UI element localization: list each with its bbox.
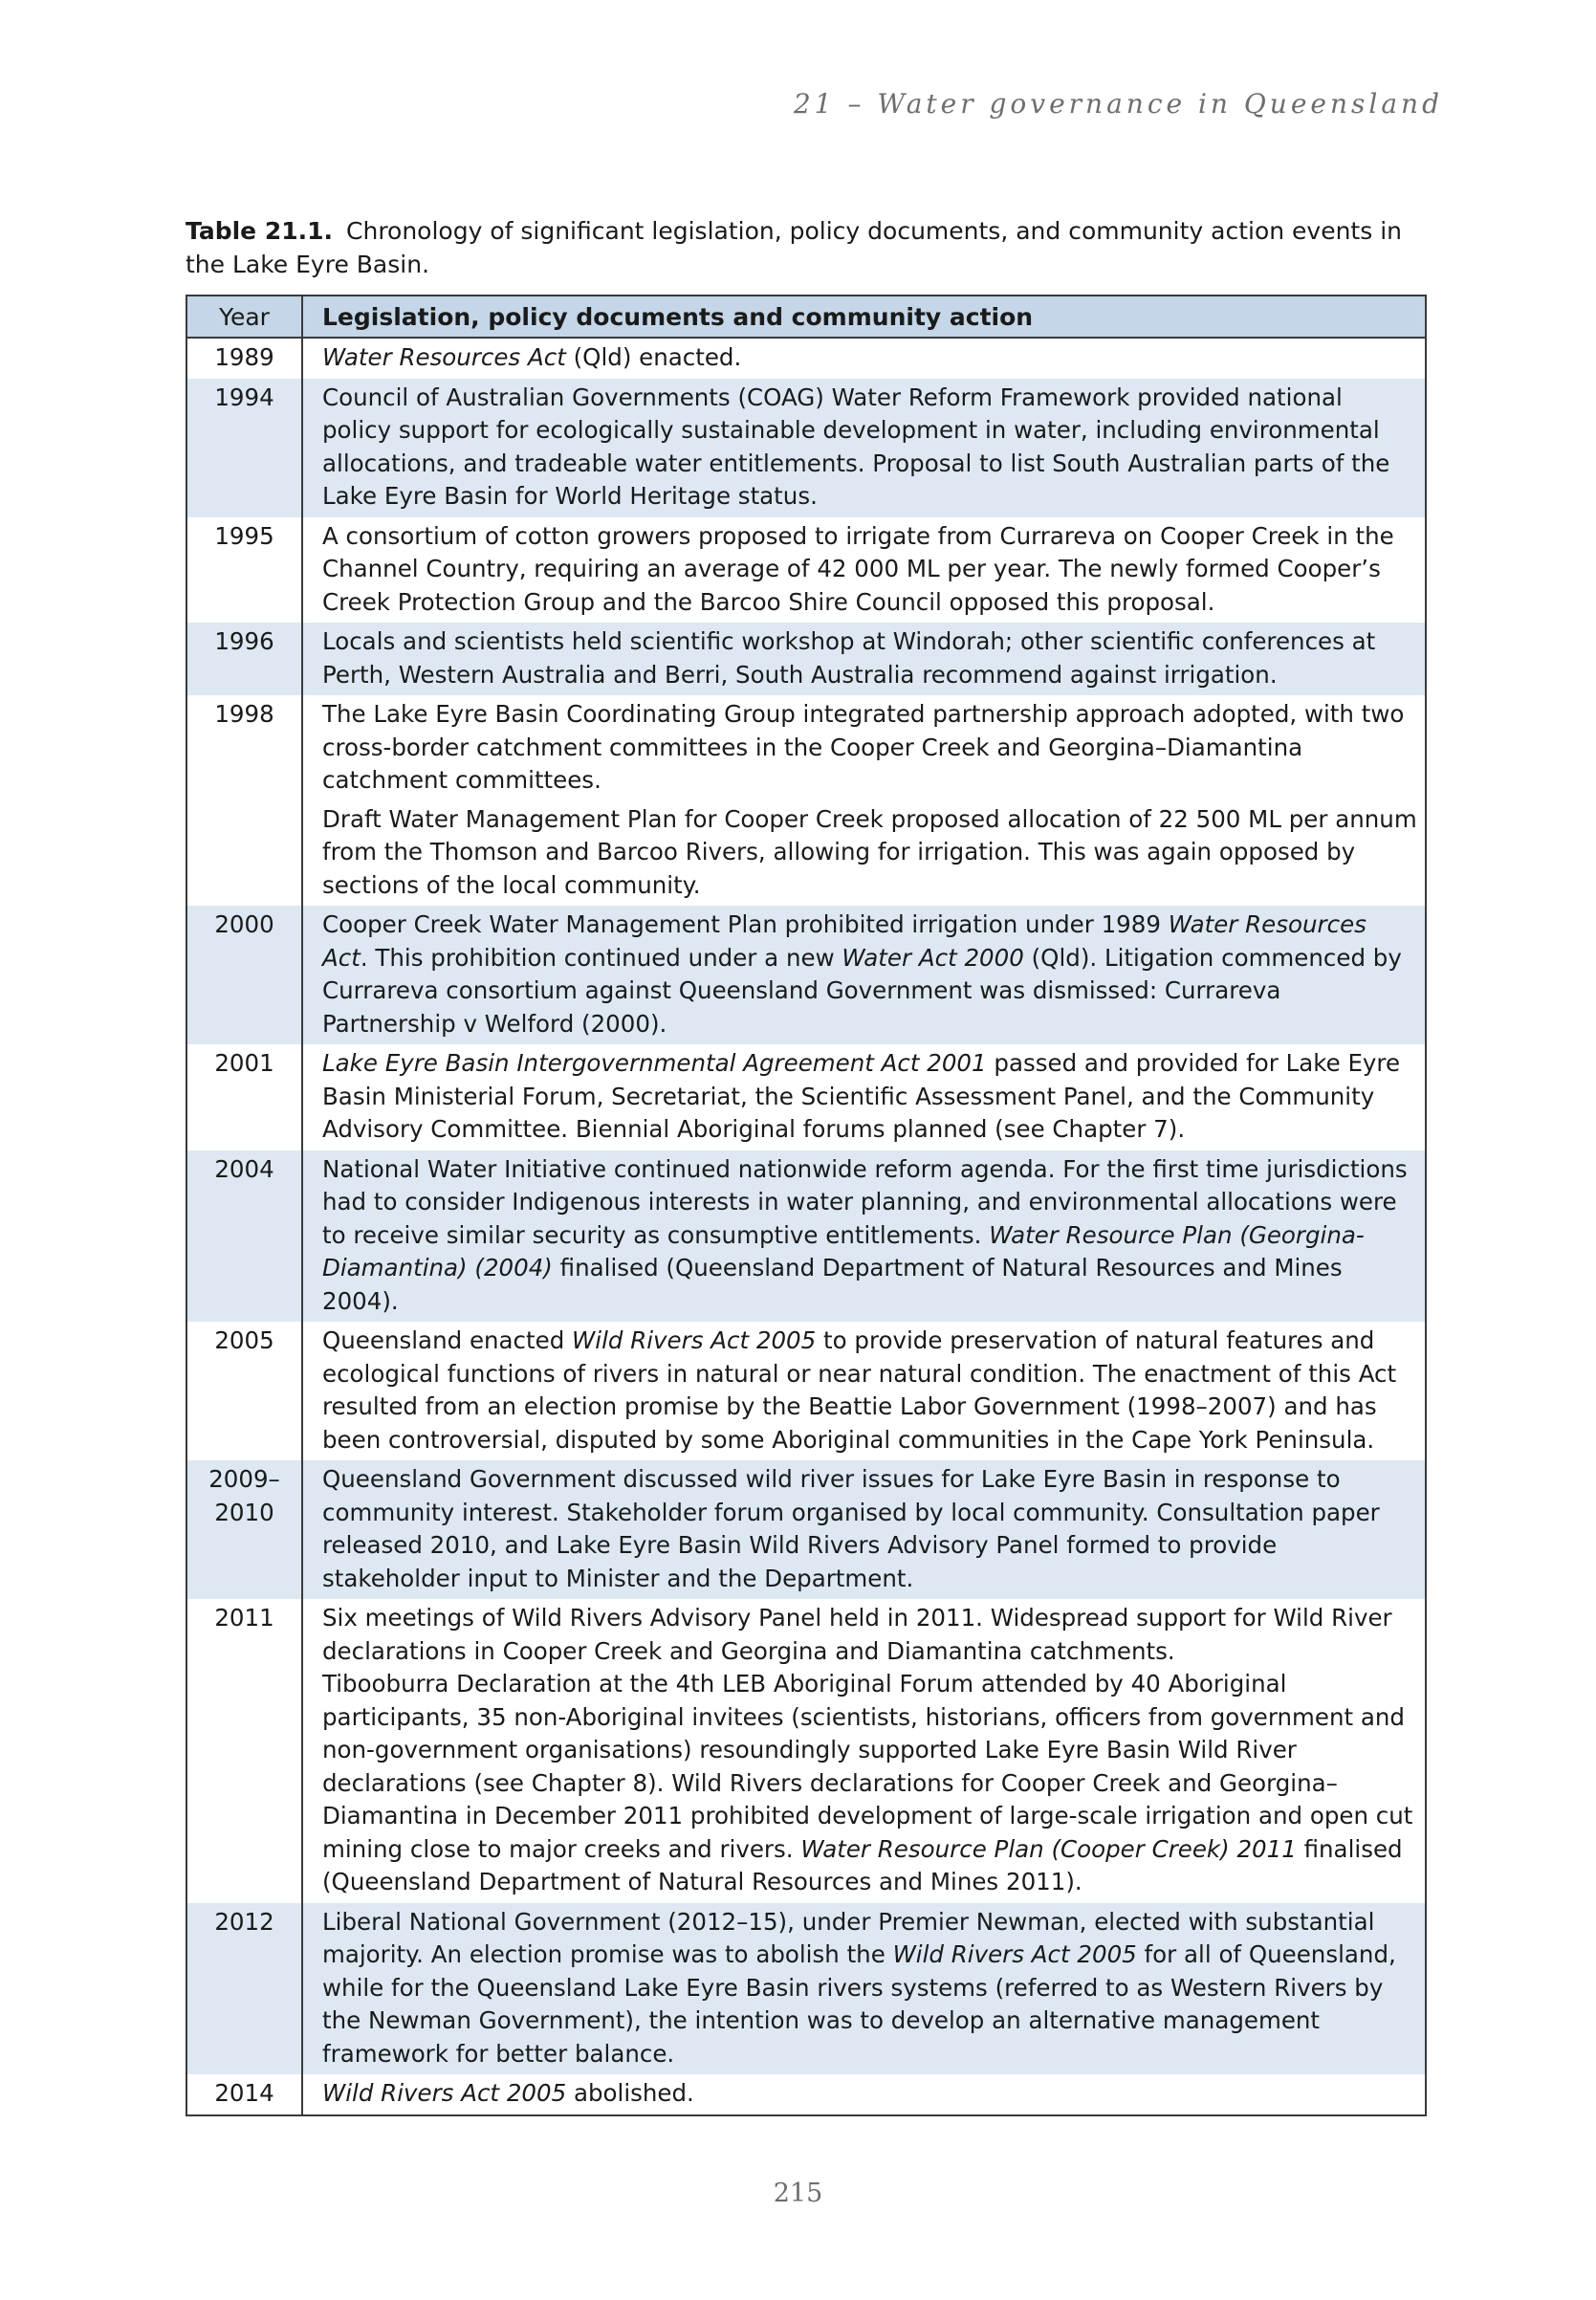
table-row xyxy=(187,623,1425,695)
year-cell: 2004 xyxy=(187,1150,302,1323)
table-row xyxy=(187,906,1425,1044)
year-column-header: Year xyxy=(187,296,302,338)
description-paragraph xyxy=(322,1047,1417,1147)
description-cell xyxy=(302,1044,1425,1150)
italic-title-text: Water Resources Act xyxy=(322,910,1366,972)
year-cell: 1996 xyxy=(187,623,302,695)
italic-title-text: Water Resource Plan (Cooper Creek) 2011 xyxy=(800,1834,1297,1863)
chronology-table xyxy=(186,295,1427,2116)
description-text: The Lake Eyre Basin Coordinating Group integrated partnership approach adopted, with two cross-border catchment committees in the Cooper Creek and Georgina–Diamantina catchment committees. xyxy=(322,700,1405,794)
description-paragraph xyxy=(322,698,1417,798)
description-paragraph xyxy=(322,341,1417,375)
description-text: (Qld). Litigation commenced by Currareva consortium against Queensland Government was dismissed: Currareva Partnership v Welford (2000). xyxy=(322,943,1402,1038)
table-row xyxy=(187,2074,1425,2114)
description-cell xyxy=(302,338,1425,379)
year-cell: 2014 xyxy=(187,2074,302,2114)
table-caption xyxy=(186,214,1419,281)
year-cell: 1995 xyxy=(187,517,302,624)
description-text: Liberal National Government (2012–15), under Premier Newman, elected with substantial majority. An election promise was to abolish the xyxy=(322,1907,1375,1968)
description-cell xyxy=(302,1903,1425,2075)
description-paragraph xyxy=(322,1153,1417,1319)
table-row xyxy=(187,1599,1425,1903)
description-paragraph xyxy=(322,625,1417,691)
year-cell: 2012 xyxy=(187,1903,302,2075)
description-text: Queensland Government discussed wild river issues for Lake Eyre Basin in response to community interest. Stakeholder forum organised by local community. Consultation paper released 2010, and Lake Eyre Basin Wild Rivers Advisory Panel formed to provide stakeholder input to Minister and the Department. xyxy=(322,1465,1380,1592)
description-cell xyxy=(302,1322,1425,1460)
description-text: Cooper Creek Water Management Plan prohibited irrigation under 1989 xyxy=(322,910,1169,938)
description-cell xyxy=(302,1150,1425,1323)
description-cell xyxy=(302,906,1425,1044)
description-paragraph xyxy=(322,382,1417,514)
italic-title-text: Lake Eyre Basin Intergovernmental Agreement Act 2001 xyxy=(322,1049,987,1077)
table-body xyxy=(187,338,1425,2114)
description-text: for all of Queensland, while for the Queensland Lake Eyre Basin rivers systems (referred to as Western Rivers by the Newman Government), the intention was to develop an alternative management framework for better balance. xyxy=(322,1940,1396,2068)
description-text: finalised (Queensland Department of Natural Resources and Mines 2004). xyxy=(322,1254,1343,1315)
description-paragraph xyxy=(322,1602,1417,1899)
description-column-header: Legislation, policy documents and community action xyxy=(302,296,1425,338)
description-text: Locals and scientists held scientific workshop at Windorah; other scientific conferences at Perth, Western Australia and Berri, South Australia recommend against irrigation. xyxy=(322,627,1376,689)
italic-title-text: Water Act 2000 xyxy=(842,943,1024,972)
description-text: Six meetings of Wild Rivers Advisory Panel held in 2011. Widespread support for Wild River declarations in Cooper Creek and Georgina and Diamantina catchments. Tibooburra Declaration at the 4th LEB Aboriginal Forum attended by 40 Aboriginal participants, 35 non-Aboriginal invitees (scientists, historians, officers from government and non-government organisations) resoundingly supported Lake Eyre Basin Wild River declarations (see Chapter 8). Wild Rivers declarations for Cooper Creek and Georgina–Diamantina in December 2011 prohibited development of large-scale irrigation and open cut mining close to major creeks and rivers. xyxy=(322,1604,1413,1863)
description-text: A consortium of cotton growers proposed to irrigate from Currareva on Cooper Creek in the Channel Country, requiring an average of 42 000 ML per year. The newly formed Cooper’s Creek Protection Group and the Barcoo Shire Council opposed this proposal. xyxy=(322,521,1394,616)
description-text: National Water Initiative continued nationwide reform agenda. For the first time jurisdictions had to consider Indigenous interests in water planning, and environmental allocations were to receive similar security as consumptive entitlements. xyxy=(322,1154,1408,1249)
description-text: finalised (Queensland Department of Natural Resources and Mines 2011). xyxy=(322,1834,1403,1895)
description-paragraph xyxy=(322,1325,1417,1457)
description-text: to provide preservation of natural features and ecological functions of rivers in natural or near natural condition. The enactment of this Act resulted from an election promise by the Beattie Labor Government (1998–2007) and has been controversial, disputed by some Aboriginal communities in the Cape York Peninsula. xyxy=(322,1326,1397,1454)
description-cell xyxy=(302,1460,1425,1599)
year-cell: 2001 xyxy=(187,1044,302,1150)
page-number: 215 xyxy=(773,2179,823,2208)
italic-title-text: Wild Rivers Act 2005 xyxy=(322,2079,567,2107)
table-row xyxy=(187,517,1425,624)
italic-title-text: Wild Rivers Act 2005 xyxy=(572,1326,817,1354)
description-paragraph xyxy=(322,1463,1417,1595)
table-row xyxy=(187,379,1425,517)
year-cell: 2000 xyxy=(187,906,302,1044)
description-paragraph xyxy=(322,1906,1417,2071)
table-row xyxy=(187,1150,1425,1323)
year-cell: 1994 xyxy=(187,379,302,517)
description-text: passed and provided for Lake Eyre Basin Ministerial Forum, Secretariat, the Scientific Assessment Panel, and the Community Advisory Committee. Biennial Aboriginal forums planned (see Chapter 7). xyxy=(322,1049,1401,1143)
year-cell: 2005 xyxy=(187,1322,302,1460)
description-cell xyxy=(302,379,1425,517)
year-cell: 2009– 2010 xyxy=(187,1460,302,1599)
description-paragraph xyxy=(322,2077,1417,2111)
table-row xyxy=(187,338,1425,379)
description-paragraph xyxy=(322,520,1417,620)
description-text: abolished. xyxy=(566,2079,694,2107)
year-cell: 1998 xyxy=(187,695,302,906)
year-cell: 1989 xyxy=(187,338,302,379)
italic-title-text: Wild Rivers Act 2005 xyxy=(892,1940,1137,1968)
description-paragraph xyxy=(322,909,1417,1040)
description-text: (Qld) enacted. xyxy=(565,343,742,371)
table-row xyxy=(187,1903,1425,2075)
table-row xyxy=(187,1460,1425,1599)
description-cell xyxy=(302,623,1425,695)
table-header-row xyxy=(187,296,1425,338)
description-text: Queensland enacted xyxy=(322,1326,573,1354)
italic-title-text: Water Resources Act xyxy=(322,343,566,371)
table-row xyxy=(187,695,1425,906)
table-caption-text: Chronology of significant legislation, policy documents, and community action events in the Lake Eyre Basin. xyxy=(186,217,1402,278)
table-caption-label: Table 21.1. xyxy=(186,217,334,245)
running-header: 21 – Water governance in Queensland xyxy=(793,88,1443,120)
year-cell: 2011 xyxy=(187,1599,302,1903)
description-text: Draft Water Management Plan for Cooper Creek proposed allocation of 22 500 ML per annum from the Thomson and Barcoo Rivers, allowing for irrigation. This was again opposed by sections of the local community. xyxy=(322,804,1417,899)
description-cell xyxy=(302,695,1425,906)
description-text: . This prohibition continued under a new xyxy=(360,943,842,972)
table-row xyxy=(187,1044,1425,1150)
description-paragraph xyxy=(322,803,1417,903)
description-text: Council of Australian Governments (COAG) Water Reform Framework provided national policy support for ecologically sustainable development in water, including environmental allocations, and tradeable water entitlements. Proposal to list South Australian parts of the Lake Eyre Basin for World Heritage status. xyxy=(322,383,1390,510)
description-cell xyxy=(302,2074,1425,2114)
table-row xyxy=(187,1322,1425,1460)
description-cell xyxy=(302,1599,1425,1903)
description-cell xyxy=(302,517,1425,624)
italic-title-text: Water Resource Plan (Georgina-Diamantina) (2004) xyxy=(322,1220,1365,1281)
